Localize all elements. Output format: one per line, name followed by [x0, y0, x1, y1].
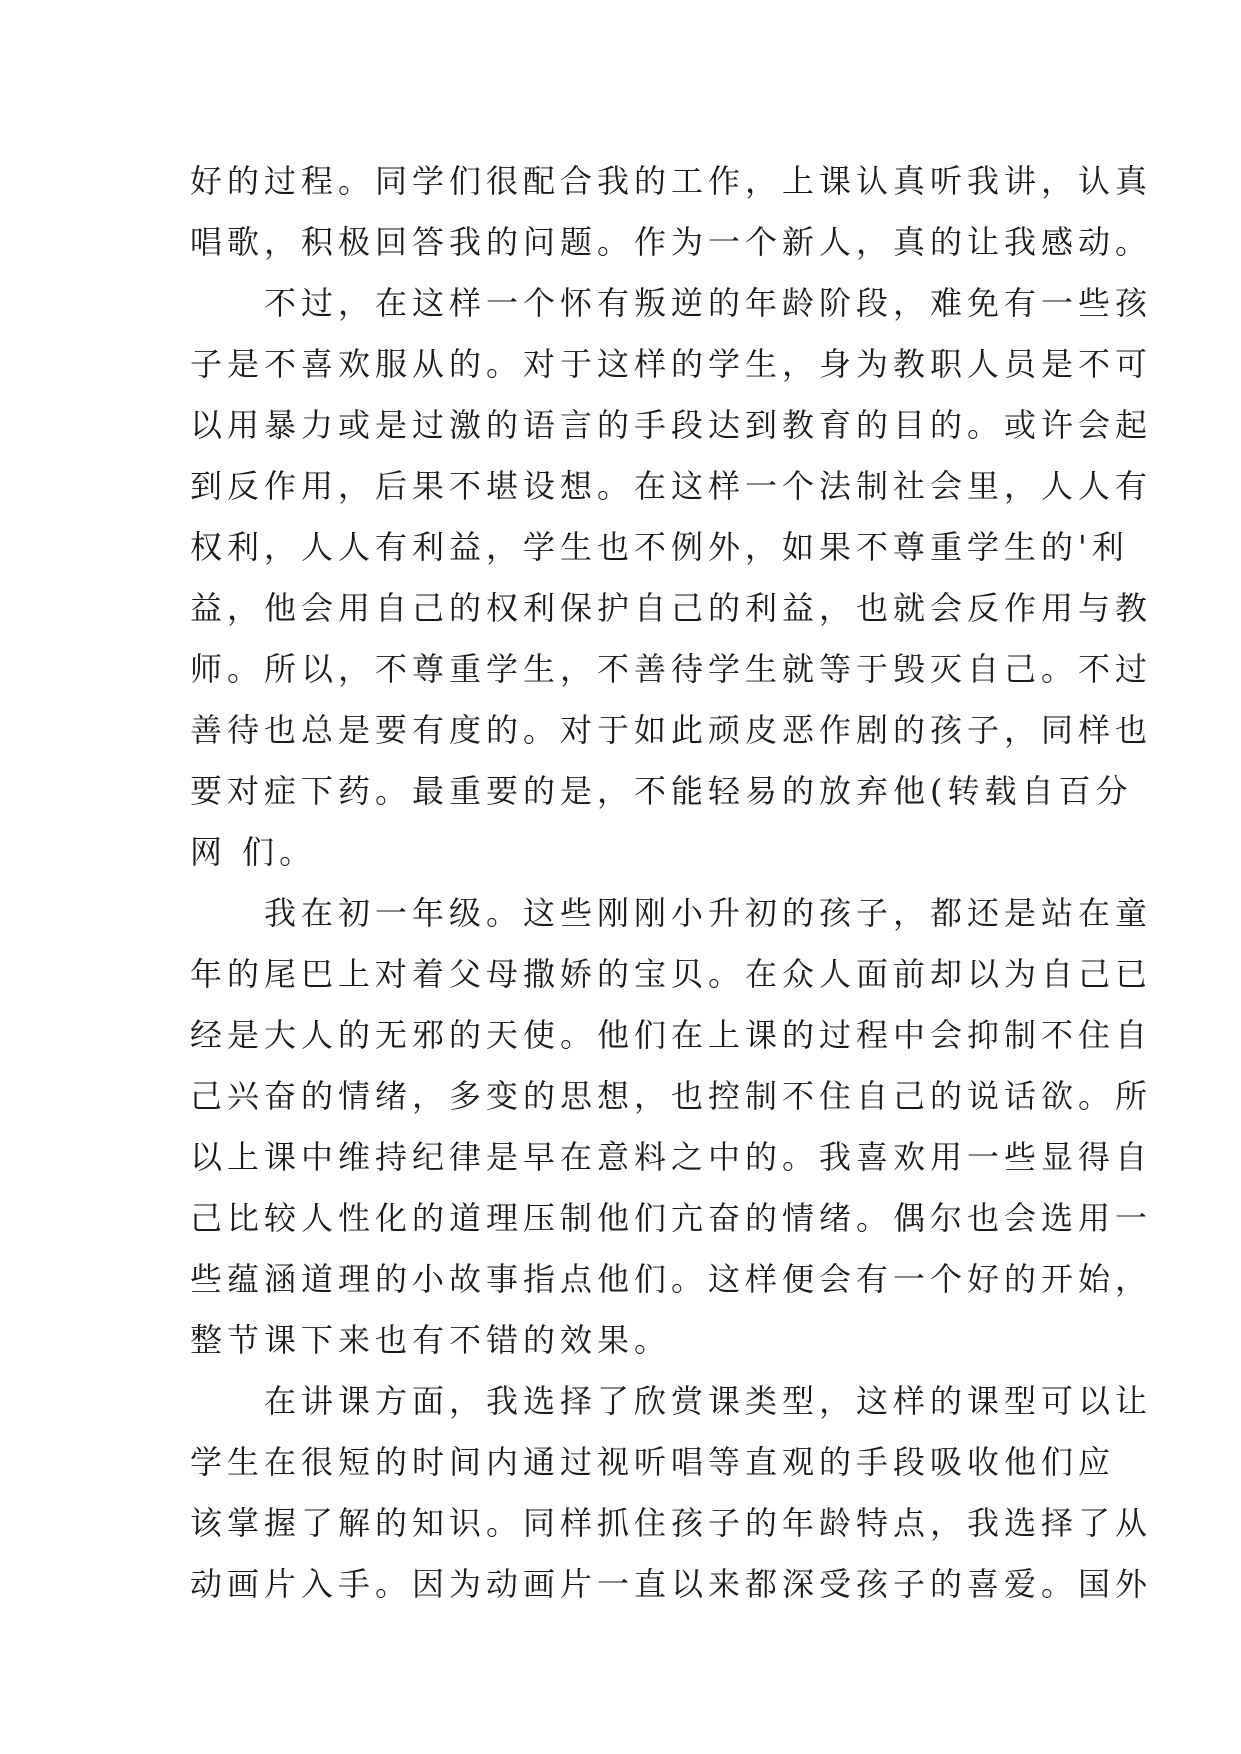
- text-line: 己比较人性化的道理压制他们亢奋的情绪。偶尔也会选用一: [190, 1199, 1153, 1237]
- body-text: [190, 151, 1153, 1615]
- text-line: 在讲课方面，我选择了欣赏课类型，这样的课型可以让: [190, 1382, 1153, 1420]
- text-line: 益，他会用自己的权利保护自己的利益，也就会反作用与教: [190, 589, 1153, 627]
- text-line: 唱歌，积极回答我的问题。作为一个新人，真的让我感动。: [190, 223, 1153, 261]
- text-line: 年的尾巴上对着父母撒娇的宝贝。在众人面前却以为自己已: [190, 955, 1153, 993]
- text-line: 该掌握了解的知识。同样抓住孩子的年龄特点，我选择了从: [190, 1504, 1153, 1542]
- text-line: 权利，人人有利益，学生也不例外，如果不尊重学生的'利: [190, 528, 1129, 566]
- text-line: 些蕴涵道理的小故事指点他们。这样便会有一个好的开始，: [190, 1260, 1153, 1298]
- text-line: 不过，在这样一个怀有叛逆的年龄阶段，难免有一些孩: [190, 284, 1153, 322]
- text-line: 网 们。: [190, 833, 317, 871]
- text-line: 以用暴力或是过激的语言的手段达到教育的目的。或许会起: [190, 406, 1153, 444]
- text-line: 以上课中维持纪律是早在意料之中的。我喜欢用一些显得自: [190, 1138, 1153, 1176]
- text-line: 到反作用，后果不堪设想。在这样一个法制社会里，人人有: [190, 467, 1153, 505]
- text-line: 动画片入手。因为动画片一直以来都深受孩子的喜爱。国外: [190, 1565, 1153, 1603]
- text-line: 整节课下来也有不错的效果。: [190, 1321, 672, 1359]
- text-line: 经是大人的无邪的天使。他们在上课的过程中会抑制不住自: [190, 1016, 1153, 1054]
- text-line: 子是不喜欢服从的。对于这样的学生，身为教职人员是不可: [190, 345, 1153, 383]
- text-line: 师。所以，不尊重学生，不善待学生就等于毁灭自己。不过: [190, 650, 1153, 688]
- text-line: 善待也总是要有度的。对于如此顽皮恶作剧的孩子，同样也: [190, 711, 1153, 749]
- text-line: 己兴奋的情绪，多变的思想，也控制不住自己的说话欲。所: [190, 1077, 1153, 1115]
- text-line: 要对症下药。最重要的是，不能轻易的放弃他(转载自百分: [190, 772, 1133, 810]
- text-line: 我在初一年级。这些刚刚小升初的孩子，都还是站在童: [190, 894, 1153, 932]
- text-line: 好的过程。同学们很配合我的工作，上课认真听我讲，认真: [190, 162, 1153, 200]
- text-line: 学生在很短的时间内通过视听唱等直观的手段吸收他们应: [190, 1443, 1116, 1481]
